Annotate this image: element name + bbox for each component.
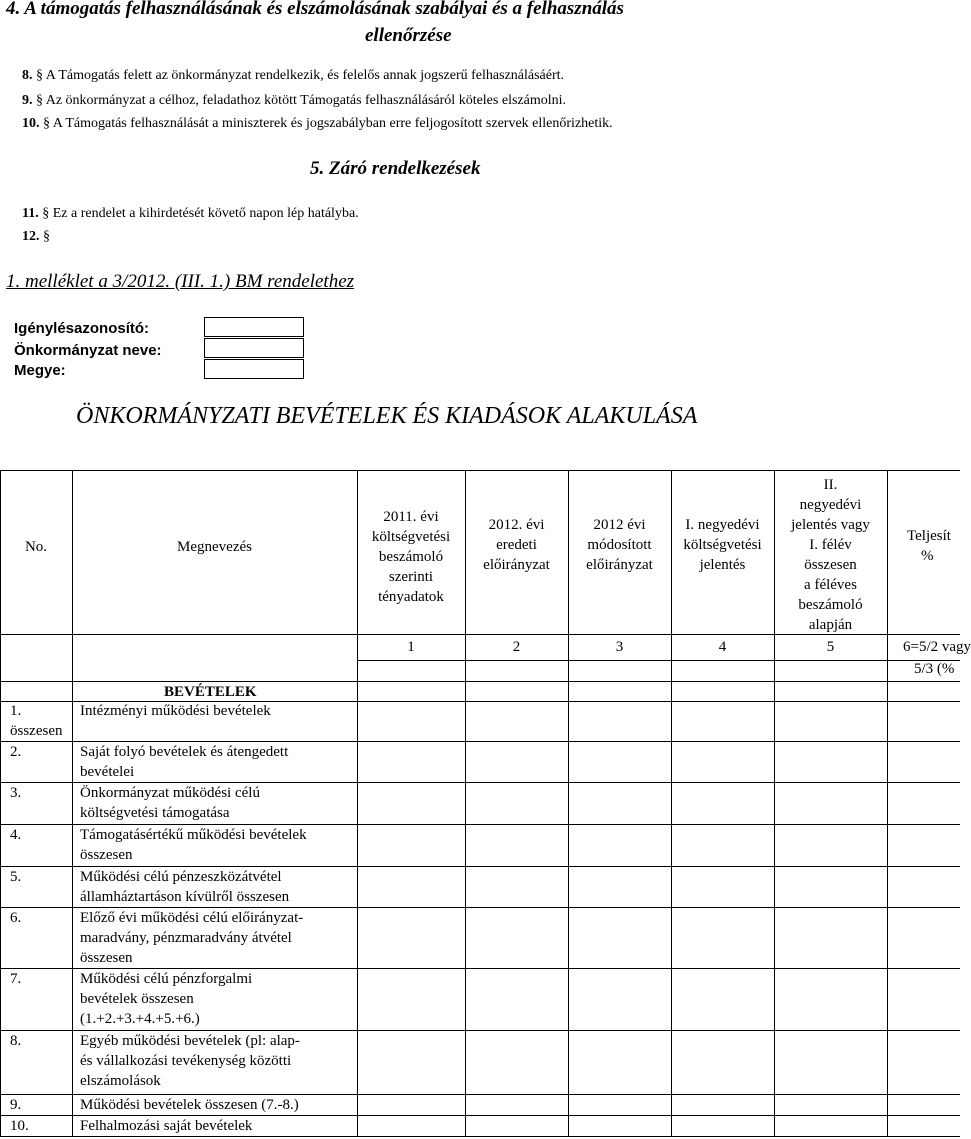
header-2012-modified: 2012 évi módosított előirányzat bbox=[586, 517, 653, 573]
row-no: 5. bbox=[10, 869, 22, 885]
row-label: Működési célú pénzforgalmi bevételek összesen (1.+2.+3.+4.+5.+6.) bbox=[80, 971, 253, 1027]
request-id-field[interactable] bbox=[204, 317, 304, 337]
row-no: 10. bbox=[10, 1118, 29, 1134]
section-4-title-cont: ellenőrzése bbox=[365, 25, 452, 46]
section-4-title: 4. A támogatás felhasználásának és elszámolásának szabályai és a felhasználás bbox=[6, 0, 624, 19]
paragraph-11: 11. § Ez a rendelet a kihirdetését követő napon lép hatályba. bbox=[22, 206, 359, 221]
col-number-4: 4 bbox=[718, 639, 727, 655]
header-completion-pct: Teljesít % bbox=[907, 528, 951, 564]
header-2011-actual: 2011. évi költségvetési beszámoló szerinti tényadatok bbox=[371, 509, 451, 605]
row-no: 2. bbox=[10, 744, 22, 760]
row-no: 1. bbox=[10, 703, 22, 719]
header-name: Megnevezés bbox=[177, 539, 252, 555]
header-q1-report: I. negyedévi költségvetési jelentés bbox=[683, 517, 762, 573]
label-municipality-name: Önkormányzat neve: bbox=[14, 342, 162, 359]
row-label: Felhalmozási saját bevételek bbox=[80, 1118, 253, 1134]
row-label: Egyéb működési bevételek (pl: alap- és vállalkozási tevékenység közötti elszámolások bbox=[80, 1033, 300, 1089]
paragraph-9: 9. § Az önkormányzat a célhoz, feladathoz kötött Támogatás felhasználásáról köteles elszámolni. bbox=[22, 93, 566, 108]
row-label: Működési célú pénzeszközátvétel államháztartáson kívülről összesen bbox=[80, 869, 290, 905]
col-number-3: 3 bbox=[615, 639, 624, 655]
row-no: 8. bbox=[10, 1033, 22, 1049]
row-label: Működési bevételek összesen (7.-8.) bbox=[80, 1097, 299, 1113]
table-bottom-border bbox=[0, 1136, 960, 1137]
col-number-5: 5 bbox=[826, 639, 835, 655]
col-border bbox=[72, 470, 73, 1137]
row-no: 6. bbox=[10, 910, 22, 926]
section-5-title: 5. Záró rendelkezések bbox=[310, 158, 481, 179]
col-number-6: 6=5/2 vagy bbox=[903, 639, 971, 655]
label-county: Megye: bbox=[14, 362, 66, 379]
row-label: Támogatásértékű működési bevételek összesen bbox=[80, 827, 307, 863]
section-revenues: BEVÉTELEK bbox=[164, 684, 257, 700]
col-number-separator bbox=[357, 660, 960, 661]
row-label: Előző évi működési célú előirányzat- maradvány, pénzmaradvány átvétel összesen bbox=[80, 910, 304, 966]
annex-title: 1. melléklet a 3/2012. (III. 1.) BM rendelethez bbox=[6, 271, 355, 292]
row-label: Saját folyó bevételek és átengedett bevételei bbox=[80, 744, 289, 780]
col-number-6-cont: 5/3 (% bbox=[914, 661, 955, 677]
row-no: 3. bbox=[10, 785, 22, 801]
col-border bbox=[887, 470, 888, 1137]
row-label: Intézményi működési bevételek összesen bbox=[10, 703, 271, 739]
row-no: 7. bbox=[10, 971, 22, 987]
label-request-id: Igénylésazonosító: bbox=[14, 320, 150, 337]
county-field[interactable] bbox=[204, 359, 304, 379]
municipality-name-field[interactable] bbox=[204, 338, 304, 358]
header-2012-original: 2012. évi eredeti előirányzat bbox=[483, 517, 550, 573]
table-title: ÖNKORMÁNYZATI BEVÉTELEK ÉS KIADÁSOK ALAKULÁSA bbox=[76, 403, 698, 429]
header-q2-report: II. negyedévi jelentés vagy I. félév összesen a féléves beszámoló alapján bbox=[791, 477, 870, 633]
col-number-2: 2 bbox=[512, 639, 521, 655]
row-no: 9. bbox=[10, 1097, 22, 1113]
header-no: No. bbox=[24, 539, 48, 555]
paragraph-12: 12. § bbox=[22, 229, 50, 244]
row-separator bbox=[0, 681, 960, 682]
col-number-1: 1 bbox=[407, 639, 415, 655]
col-border bbox=[0, 470, 1, 1137]
paragraph-8: 8. § A Támogatás felett az önkormányzat rendelkezik, és felelős annak jogszerű felhasználásáért. bbox=[22, 68, 565, 83]
row-label: Önkormányzat működési célú költségvetési támogatása bbox=[80, 785, 260, 821]
paragraph-10: 10. § A Támogatás felhasználását a miniszterek és jogszabályban erre feljogosított szervek ellenőrizhetik. bbox=[22, 116, 613, 131]
table-top-border bbox=[0, 470, 960, 471]
row-no: 4. bbox=[10, 827, 22, 843]
